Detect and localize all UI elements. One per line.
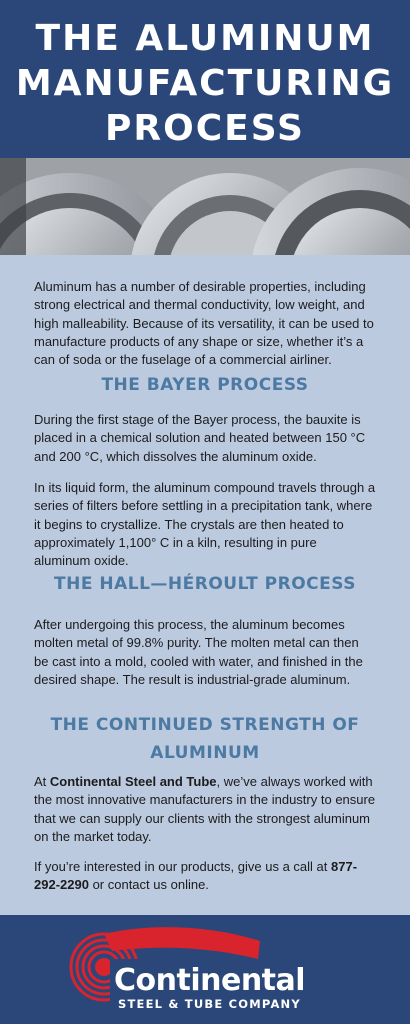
- strength-p1-prefix: At: [34, 774, 50, 789]
- strength-heading-line-2: ALUMINUM: [150, 743, 260, 763]
- bayer-paragraph-1: During the first stage of the Bayer process, the bauxite is placed in a chemical solution and heated between 150 °C and 200 °C, which dissolves the aluminum oxide.: [34, 412, 366, 464]
- logo-subtitle: STEEL & TUBE COMPANY: [118, 997, 301, 1011]
- strength-p2-suffix: or contact us online.: [88, 877, 209, 893]
- strength-heading: [20, 711, 390, 767]
- logo-wordmark: Continental: [114, 963, 306, 998]
- hall-heroult-heading: THE HALL—HÉROULT PROCESS: [54, 574, 356, 594]
- intro-paragraph: Aluminum has a number of desirable properties, including strong electrical and thermal conductivity, low weight, and high malleability. Because of its versatility, it can be used to manufacture products of any shape or size, whether it’s a can of soda or the fuselage of a commercial airliner.: [34, 279, 374, 368]
- title-line-1: THE ALUMINUM: [35, 18, 375, 59]
- phone-number: 877-292-2290: [34, 859, 358, 893]
- header-banner: [0, 0, 410, 158]
- strength-paragraph-2: [34, 858, 376, 895]
- bayer-heading: THE BAYER PROCESS: [101, 375, 309, 395]
- title-line-3: PROCESS: [105, 108, 305, 149]
- strength-p2-prefix: If you’re interested in our products, give us a call at: [34, 859, 331, 874]
- strength-paragraph-1: [34, 773, 376, 846]
- strength-p1-suffix: , we’ve always worked with the most innovative manufacturers in the industry to ensure that we can supply our clients with the strongest aluminum on the market today.: [34, 774, 376, 844]
- company-name: Continental Steel and Tube: [49, 774, 217, 789]
- bayer-paragraph-2: In its liquid form, the aluminum compound travels through a series of filters before settling in a precipitation tank, where it begins to crystallize. The crystals are then heated to approximately 1,100° C in a kiln, resulting in pure aluminum oxide.: [34, 480, 376, 569]
- title-line-2: MANUFACTURING: [15, 63, 395, 104]
- page-title: [0, 0, 410, 151]
- strength-heading-line-1: THE CONTINUED STRENGTH OF: [50, 715, 360, 735]
- aluminum-coils-image: [0, 158, 410, 255]
- article-content: [0, 255, 410, 915]
- hall-heroult-paragraph: After undergoing this process, the aluminum becomes molten metal of 99.8% purity. The molten metal can then be cast into a mold, cooled with water, and finished in the desired shape. The result is industrial-grade aluminum.: [34, 617, 363, 687]
